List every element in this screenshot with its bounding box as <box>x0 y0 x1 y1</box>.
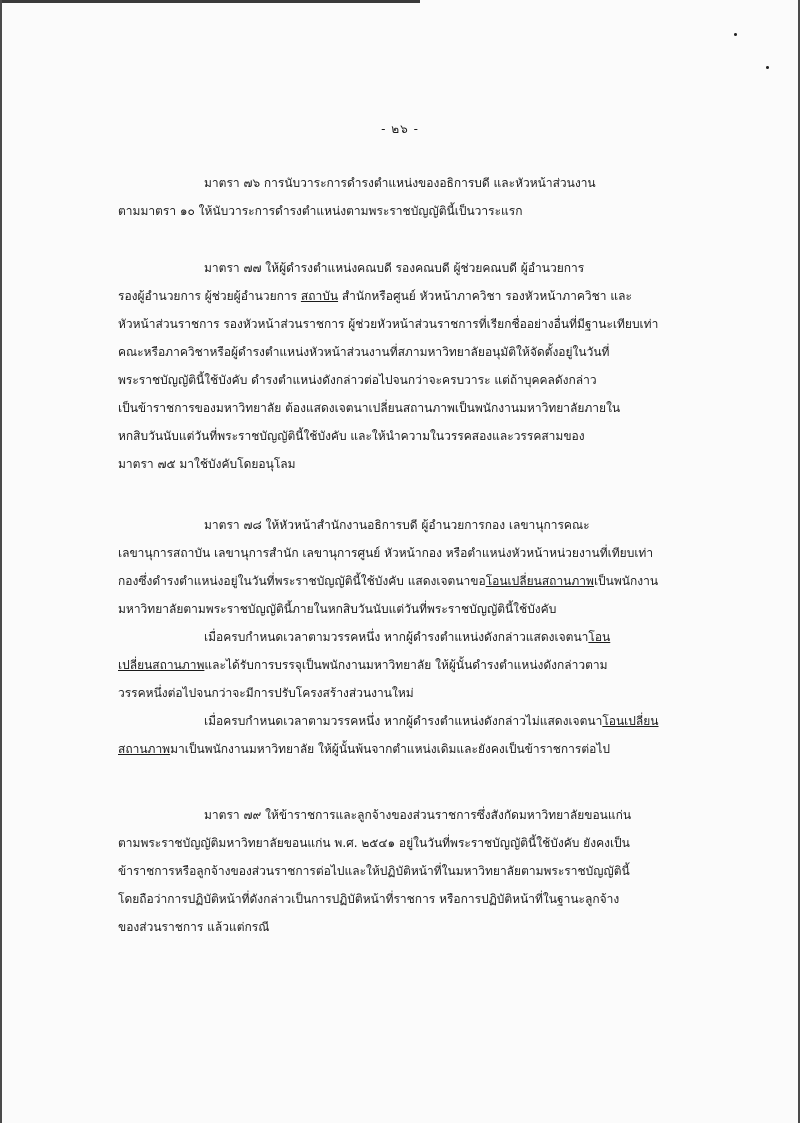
text-line: มาตรา ๗๕ มาใช้บังคับโดยอนุโลม <box>118 457 296 471</box>
text-line: มาตรา ๗๘ ให้หัวหน้าสำนักงานอธิการบดี ผู้อำนวยการกอง เลขานุการคณะ <box>204 518 590 532</box>
scan-speck <box>766 66 769 69</box>
text-line: หัวหน้าส่วนราชการ รองหัวหน้าส่วนราชการ ผู้ช่วยหัวหน้าส่วนราชการที่เรียกชื่ออย่างอื่นที่มีฐานะเทียบเท่า <box>118 317 659 331</box>
text-line: ตามพระราชบัญญัติมหาวิทยาลัยขอนแก่น พ.ศ. ๒๕๔๑ อยู่ในวันที่พระราชบัญญัตินี้ใช้บังคับ ยังคงเป็น <box>118 836 630 850</box>
text-line: เป็นข้าราชการของมหาวิทยาลัย ต้องแสดงเจตนาเปลี่ยนสถานภาพเป็นพนักงานมหาวิทยาลัยภายใน <box>118 401 621 415</box>
text-line: วรรคหนึ่งต่อไปจนกว่าจะมีการปรับโครงสร้างส่วนงานใหม่ <box>118 686 414 700</box>
text-segment: เมื่อครบกำหนดเวลาตามวรรคหนึ่ง หากผู้ดำรงตำแหน่งดังกล่าวไม่แสดงเจตนา <box>204 714 603 728</box>
section-79-paragraph <box>118 801 718 941</box>
underlined-text: โอนเปลี่ยน <box>602 714 659 728</box>
text-segment: เมื่อครบกำหนดเวลาตามวรรคหนึ่ง หากผู้ดำรงตำแหน่งดังกล่าวแสดงเจตนา <box>204 630 589 644</box>
text-segment: เป็นพนักงาน <box>593 574 659 588</box>
scan-speck <box>734 33 737 36</box>
scan-border-left <box>0 0 2 1123</box>
text-line: มหาวิทยาลัยตามพระราชบัญญัตินี้ภายในหกสิบวันนับแต่วันที่พระราชบัญญัตินี้ใช้บังคับ <box>118 602 557 616</box>
text-segment: รองผู้อำนวยการ ผู้ช่วยผู้อำนวยการ <box>118 289 301 303</box>
text-line <box>118 567 718 595</box>
text-line <box>118 651 718 679</box>
underlined-text: โอนเปลี่ยนสถานภาพ <box>485 574 594 588</box>
text-segment: สำนักหรือศูนย์ หัวหน้าภาควิชา รองหัวหน้าภาควิชา และ <box>338 289 632 303</box>
text-line <box>118 623 718 651</box>
section-77-paragraph <box>118 254 718 478</box>
text-line: พระราชบัญญัตินี้ใช้บังคับ ดำรงตำแหน่งดังกล่าวต่อไปจนกว่าจะครบวาระ แต่ถ้าบุคคลดังกล่าว <box>118 373 597 387</box>
text-segment: และได้รับการบรรจุเป็นพนักงานมหาวิทยาลัย ให้ผู้นั้นดำรงตำแหน่งดังกล่าวตาม <box>204 658 608 672</box>
text-line: หกสิบวันนับแต่วันที่พระราชบัญญัตินี้ใช้บังคับ และให้นำความในวรรคสองและวรรคสามของ <box>118 429 585 443</box>
text-line: ข้าราชการหรือลูกจ้างของส่วนราชการต่อไปและให้ปฏิบัติหน้าที่ในมหาวิทยาลัยตามพระราชบัญญัตินี้ <box>118 864 630 878</box>
text-line: คณะหรือภาควิชาหรือผู้ดำรงตำแหน่งหัวหน้าส่วนงานที่สภามหาวิทยาลัยอนุมัติให้จัดตั้งอยู่ในวันที่ <box>118 345 610 359</box>
text-line: ตามมาตรา ๑๐ ให้นับวาระการดำรงตำแหน่งตามพระราชบัญญัตินี้เป็นวาระแรก <box>118 204 523 218</box>
section-78-paragraph <box>118 511 718 763</box>
underlined-text: สถาบัน <box>300 289 339 303</box>
text-line <box>118 282 718 310</box>
text-line: ของส่วนราชการ แล้วแต่กรณี <box>118 920 270 934</box>
text-line: มาตรา ๗๖ การนับวาระการดำรงตำแหน่งของอธิการบดี และหัวหน้าส่วนงาน <box>204 176 596 190</box>
underlined-text: เปลี่ยนสถานภาพ <box>118 658 205 672</box>
text-line: โดยถือว่าการปฏิบัติหน้าที่ดังกล่าวเป็นการปฏิบัติหน้าที่ราชการ หรือการปฏิบัติหน้าที่ในฐานะลูกจ้าง <box>118 892 620 906</box>
text-line: เลขานุการสถาบัน เลขานุการสำนัก เลขานุการศูนย์ หัวหน้ากอง หรือตำแหน่งหัวหน้าหน่วยงานที่เทียบเท่า <box>118 546 654 560</box>
text-line <box>118 735 718 763</box>
text-line <box>118 707 718 735</box>
section-76-paragraph <box>118 169 718 225</box>
scan-border-top <box>0 0 420 3</box>
text-segment: มาเป็นพนักงานมหาวิทยาลัย ให้ผู้นั้นพ้นจากตำแหน่งเดิมและยังคงเป็นข้าราชการต่อไป <box>170 742 611 756</box>
underlined-text: โอน <box>588 630 611 644</box>
text-line: มาตรา ๗๗ ให้ผู้ดำรงตำแหน่งคณบดี รองคณบดี ผู้ช่วยคณบดี ผู้อำนวยการ <box>204 261 585 275</box>
underlined-text: สถานภาพ <box>118 742 171 756</box>
text-line: มาตรา ๗๙ ให้ข้าราชการและลูกจ้างของส่วนราชการซึ่งสังกัดมหาวิทยาลัยขอนแก่น <box>204 808 632 822</box>
page-number: - ๒๖ - <box>381 122 419 136</box>
text-segment: กองซึ่งดำรงตำแหน่งอยู่ในวันที่พระราชบัญญัตินี้ใช้บังคับ แสดงเจตนาขอ <box>118 574 486 588</box>
